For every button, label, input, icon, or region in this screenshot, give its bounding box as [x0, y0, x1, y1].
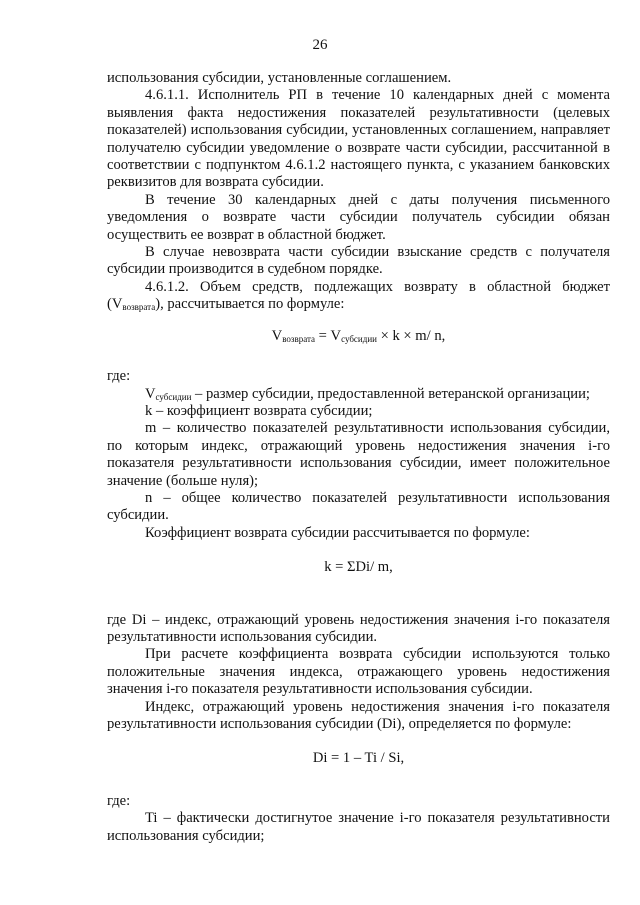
where-label-2: где:: [107, 792, 131, 809]
paragraph-4-6-1-2-text: 4.6.1.2. Объем средств, подлежащих возврату в областной бюджет (V: [107, 278, 610, 313]
definition-v-subsidy: [107, 386, 610, 403]
paragraph-court-recovery: В случае невозврата части субсидии взыскание средств с получателя субсидии производится в судебном порядке.: [107, 244, 610, 278]
definition-n: n – общее количество показателей результативности использования субсидии.: [107, 489, 610, 524]
formula-equals-v: = V: [315, 327, 342, 344]
paragraph-return-deadline: В течение 30 календарных дней с даты получения письменного уведомления о возврате части субсидии получатель субсидии обязан осуществить ее возврат в областной бюджет.: [107, 191, 610, 243]
paragraph-continuation: использования субсидии, установленные соглашением.: [107, 70, 452, 86]
formula-v-return-subscript: возврата: [282, 333, 316, 344]
where-label-1: где:: [107, 368, 131, 385]
document-body: [107, 70, 610, 845]
definition-di: где Di – индекс, отражающий уровень недостижения значения i-го показателя результативности использования субсидии.: [107, 611, 610, 645]
paragraph-k-intro: Коэффициент возврата субсидии рассчитывается по формуле:: [145, 524, 530, 541]
formula-v-return: [107, 328, 610, 345]
paragraph-4-6-1-1: 4.6.1.1. Исполнитель РП в течение 10 календарных дней с момента выявления факта недостижения показателей результативности (целевых показателей) использования субсидии, установленных соглашением, направляет получателю субсидии уведомление о возврате части субсидии, рассчитанной в соответствии с подпунктом 4.6.1.2 настоящего пункта, с указанием банковских реквизитов для возврата субсидии.: [107, 87, 610, 191]
formula-tail: × k × m/ n,: [376, 327, 446, 344]
formula-k: k = ΣDi/ m,: [324, 559, 393, 576]
definition-m: m – количество показателей результативности использования субсидии, по которым индекс, отражающий уровень недостижения значения i-го показателя результативности использования субсидии, имеет положительное значение (больше нуля);: [107, 420, 610, 489]
page-number: 26: [312, 37, 328, 53]
v-return-subscript: возврата: [122, 302, 156, 313]
definition-ti: Ti – фактически достигнутое значение i-го показателя результативности использования субсидии;: [107, 810, 610, 844]
paragraph-calc-note: При расчете коэффициента возврата субсидии используются только положительные значения индекса, отражающего уровень недостижения значения i-го показателя результативности использования субсидии.: [107, 646, 610, 698]
definition-k: k – коэффициент возврата субсидии;: [145, 402, 373, 419]
definition-v-subscript: субсидии: [155, 391, 192, 402]
paragraph-di-intro: Индекс, отражающий уровень недостижения значения i-го показателя результативности использования субсидии (Di), определяется по формуле:: [107, 698, 610, 732]
paragraph-4-6-1-2: [107, 279, 610, 314]
paragraph-4-6-1-2-tail: ), рассчитывается по формуле:: [155, 296, 345, 313]
formula-v-symbol: V: [271, 327, 283, 344]
definition-v-text: – размер субсидии, предоставленной ветеранской организации;: [191, 385, 590, 402]
formula-v-subsidy-subscript: субсидии: [341, 333, 377, 344]
definition-v-symbol: V: [145, 385, 156, 402]
formula-di: Di = 1 – Ti / Si,: [312, 750, 405, 767]
